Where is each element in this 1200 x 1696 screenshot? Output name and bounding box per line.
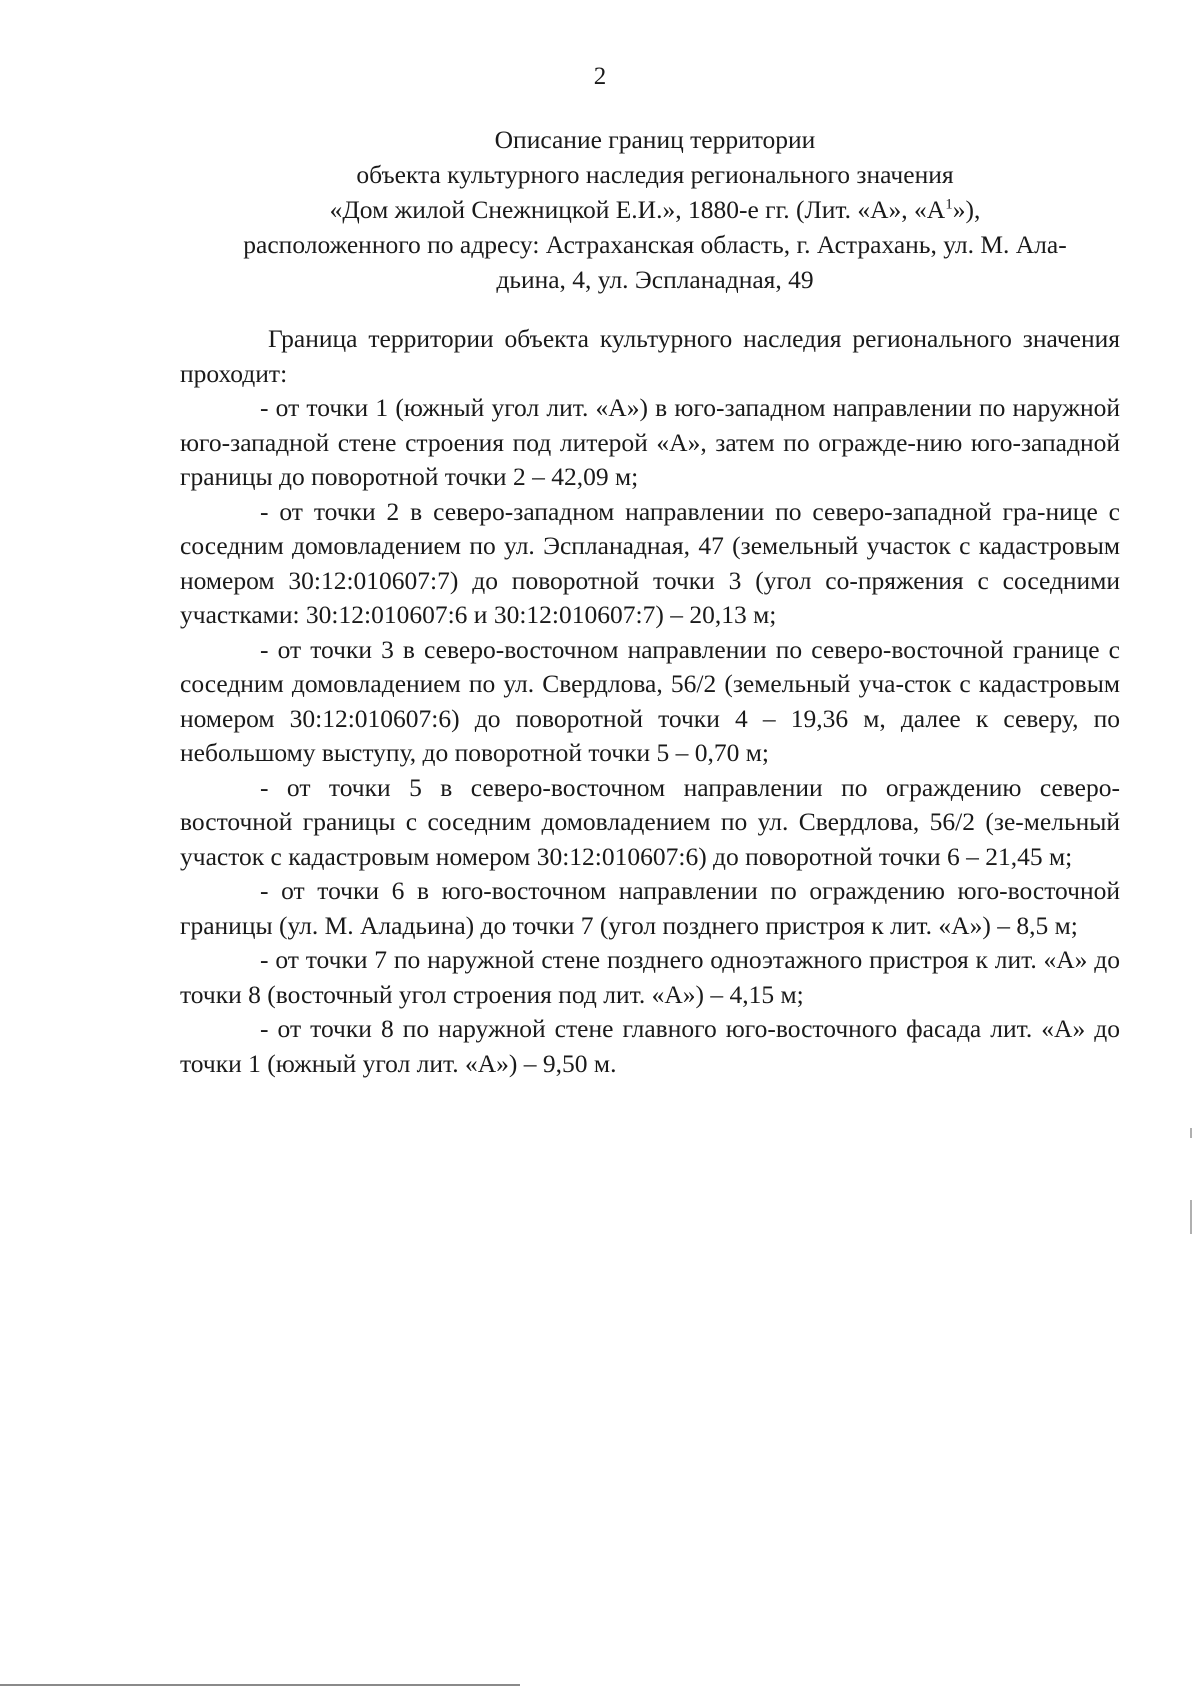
scan-edge-line xyxy=(0,1684,520,1686)
paragraph: - от точки 3 в северо-восточном направлении по северо-восточной границе с соседним домовладением по ул. Свердлова, 56/2 (земельный уча-сток с кадастровым номером 30:12:010607:6) до поворотной точки 4 – 19,36 м, далее к северу, по небольшому выступу, до поворотной точки 5 – 0,70 м; xyxy=(180,634,1120,767)
paragraph: - от точки 1 (южный угол лит. «А») в юго-западном направлении по наружной юго-западной стене строения под литерой «А», затем по огражде-нию юго-западной границы до поворотной точки 2 – 42,09 м; xyxy=(180,393,1120,491)
paragraph: - от точки 6 в юго-восточном направлении по ограждению юго-восточной границы (ул. М. Аладьина) до точки 7 (угол позднего пристроя к лит. «А») – 8,5 м; xyxy=(180,876,1120,940)
scan-artifact xyxy=(1190,1200,1192,1234)
paragraph: - от точки 2 в северо-западном направлении по северо-западной гра-нице с соседним домовладением по ул. Эспланадная, 47 (земельный участок с кадастровым номером 30:12:010607:7) до поворотной точки 3 (угол со-пряжения с соседними участками: 30:12:010607:6 и 30:12:010607:7) – 20,13 м; xyxy=(180,496,1120,629)
title-text: «Дом жилой Снежницкой Е.И.», 1880-е гг. (Лит. «А», «А xyxy=(329,195,946,224)
paragraph: - от точки 7 по наружной стене позднего одноэтажного пристроя к лит. «А» до точки 8 (восточный угол строения под лит. «А») – 4,15 м; xyxy=(180,945,1120,1009)
paragraph-intro: Граница территории объекта культурного наследия регионального значения проходит: xyxy=(180,324,1120,388)
paragraph: - от точки 8 по наружной стене главного юго-восточного фасада лит. «А» до точки 1 (южный угол лит. «А») – 9,50 м. xyxy=(180,1014,1120,1078)
title-line: расположенного по адресу: Астраханская область, г. Астрахань, ул. М. Ала- xyxy=(243,230,1067,259)
page-number: 2 xyxy=(593,63,607,90)
document-body xyxy=(180,322,1120,1081)
superscript: 1 xyxy=(945,196,953,213)
title-text: »), xyxy=(952,195,981,224)
title-line xyxy=(190,192,1120,227)
title-line: дьина, 4, ул. Эспланадная, 49 xyxy=(496,265,814,294)
title-line: Описание границ территории xyxy=(494,125,816,154)
scan-artifact xyxy=(1190,1128,1192,1138)
document-title xyxy=(190,122,1120,297)
paragraph: - от точки 5 в северо-восточном направлении по ограждению северо-восточной границы с соседним домовладением по ул. Свердлова, 56/2 (зе-мельный участок с кадастровым номером 30:12:010607:6) до поворотной точки 6 – 21,45 м; xyxy=(180,772,1120,871)
title-line: объекта культурного наследия регионального значения xyxy=(356,160,954,189)
